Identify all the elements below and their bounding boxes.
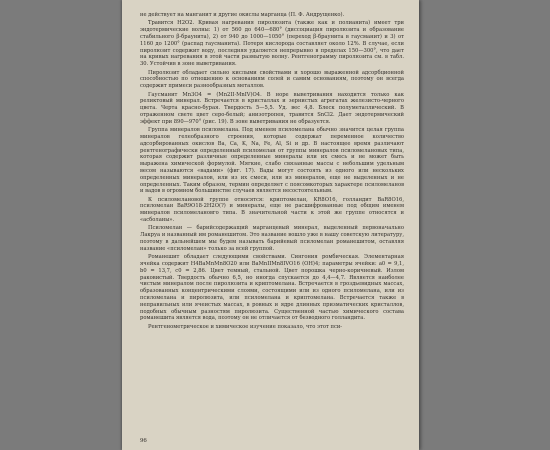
page-number: 96	[140, 438, 147, 444]
paragraph: Травится H2O2. Кривая нагревания пиролюзита (также как и полианита) имеет три эндотермические волны: 1) от 560 до 640—680° (диссоциация пиролюзита и образование стабильного β-браунита), 2) от 940 до 1000—1050° (переход β-браунита в гаусманит) и 3) от 1160 до 1200° (распад гаусманита). Потеря кислорода составляет около 12%. В случае, если пиролюзит содержит воду, последняя удаляется непрерывно в пределах 150—300°, что дает на кривых нагревания в этой части размытую волну. Рентгенограмму пиролюзита см. в табл. 30. Устойчив в зоне выветривания.	[140, 20, 404, 68]
paragraph: Рентгенометрическое и химическое изучение показало, что этот пси-	[148, 323, 343, 330]
page-text	[140, 12, 404, 332]
paragraph: Гаусманит Mn3O4 = (Mn2II·MnIV)O4. В норе выветривания находится только как реликтовый минерал. Встречается в кристаллах и зернистых агрегатах железисто-черного цвета. Черта красно-бурая. Твердость 5—5,5. Уд. вес 4,8. Блеск полуметаллический. В отраженном свете цвет серо-белый; анизотропен, травится SnCl2. Дает эндотермический эффект при 890—970° (рис. 19). В зоне выветривания не образуется.	[140, 91, 404, 125]
paragraph: не действует на манганит и другие окислы марганца (П. Ф. Андрущенко).	[140, 12, 345, 18]
paragraph: Романешит обладает следующими свойствами. Сингония ромбическая. Элементарная ячейка содержит H4BaMnMn8O20 или BaMnIIMn8IVO16 (OH)4; параметры ячейки: a0 = 9,1, b0 = 13,7, c0 = 2,86. Цвет темный, стальной. Цвет порошка черно-коричневый. Излом раковистый. Твердость обычно 6,5, но иногда спускается до 4,4—4,7. Является наиболее чистым минералом после пиролюзита и криптомелана. Встречается в гроздьевидных массах, образованных концентрическими слоями, состоящими или из одного псиломелана, или из псиломелана и пиролюзита, или псиломелана и криптомелана. Встречается также в неправильных или ячеистых массах, в ровных и ядре длинных призматических кристаллов, подобных обычным разностям пиролюзита. Существенной частью химического состава романешита является вода, поэтому он не отличается от безводного голландита.	[140, 254, 404, 322]
paragraph: Пиролюзит обладает сильно кислыми свойствами и хорошо выраженной адсорбционной способностью по отношению к основаниям солей и самим основаниям, поэтому он всегда содержит примеси разнообразных металлов.	[140, 69, 404, 90]
paragraph: Группа минералов псиломелана. Под именем псиломелана обычно значится целая группа минералов гелеобразного строения, которые содержат переменное количество адсорбированных окислов Ba, Ca, K, Na, Fe, Al, Si и др. В настоящее время различают рентгенографически определенный псиломелан от группы минералов псиломелановых типа, которая содержит различные определенные минералы или их смесь и не может быть выражена химической формулой. Мягкие, слабо связанные массы с небольшим удельным весом называются «вадами» (фиг. 17). Вады могут состоять из одного или нескольких определенных минералов, или из их смеси, или из минералов, еще не выделенных и не определенных. Таким образом, термин определяет с поясомкоторых характере псиломеланов и вадов в огромном большинстве случаев является несостоятельным.	[140, 127, 404, 195]
book-page	[122, 0, 419, 450]
paragraph: К псиломелановой группе относятся: криптомелан, KR8O16, голландит BaR8O16, псиломелан BaR9O18·2H2O(?) и минералы, еще не расшифрованные под общим именем минералов псиломелановго типа. В значительной части к этой же группе относятся и «асболаны».	[140, 196, 404, 224]
paragraph: Псиломелан — барийсодержащий марганцевый минерал, выделенный первоначально Лакруа и названный им романешитом. Это название вошло уже в нашу советскую литературу, поэтому в дальнейшем мы будем называть барийевый псиломелан романешитом, оставляя название «псиломелан» только за всей группой.	[140, 225, 404, 252]
